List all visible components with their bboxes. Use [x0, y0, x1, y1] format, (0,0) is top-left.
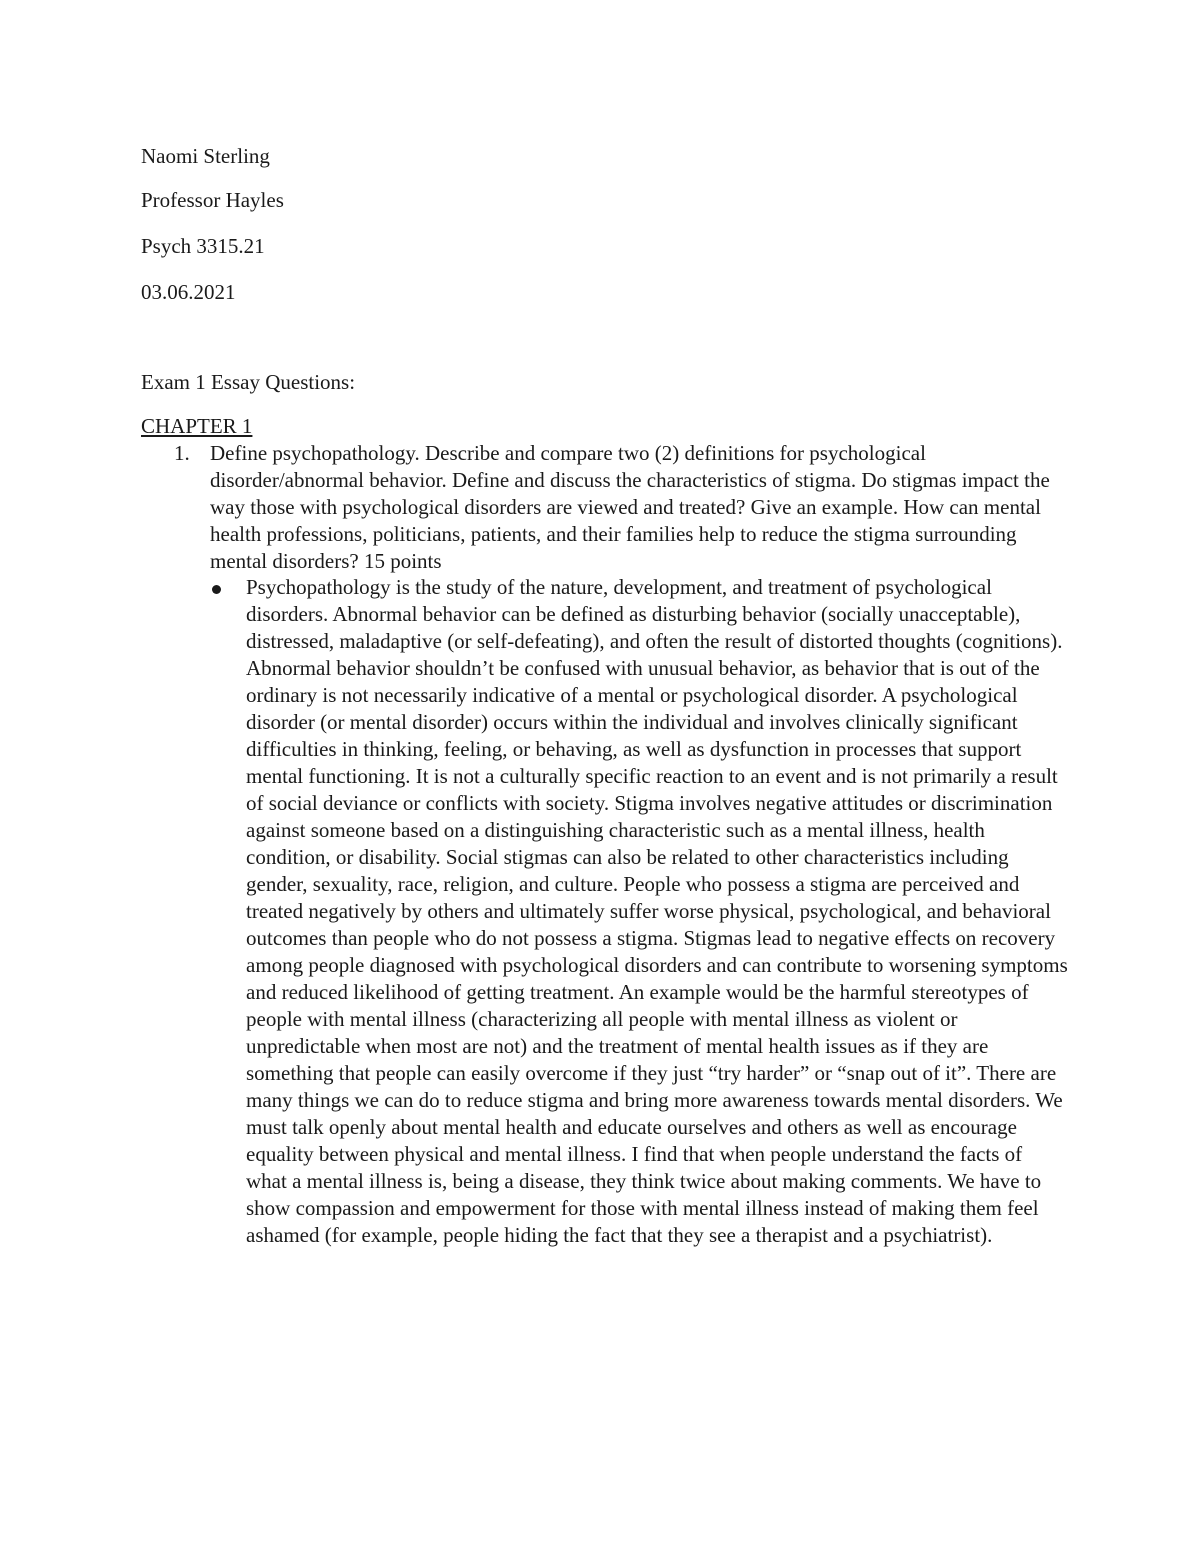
course-number: Psych 3315.21 — [141, 234, 265, 258]
document-title: Exam 1 Essay Questions: — [141, 370, 356, 394]
document-date: 03.06.2021 — [141, 280, 236, 304]
student-name: Naomi Sterling — [141, 144, 270, 168]
professor-name: Professor Hayles — [141, 188, 284, 212]
question-number: 1. — [174, 441, 190, 465]
chapter-heading: CHAPTER 1 — [141, 414, 253, 438]
answer-text: Psychopathology is the study of the nature, development, and treatment of psychological disorders. Abnormal behavior can be defined as disturbing behavior (socially unacceptable), distressed, maladaptive (or self-defeating), and often the result of distorted thoughts (cognitions). Abnormal behavior shouldn’t be confused with unusual behavior, as behavior that is out of the ordinary is not necessarily indicative of a mental or psychological disorder. A psychological disorder (or mental disorder) occurs within the individual and involves clinically significant difficulties in thinking, feeling, or behaving, as well as dysfunction in processes that support mental functioning. It is not a culturally specific reaction to an event and is not primarily a result of social deviance or conflicts with society. Stigma involves negative attitudes or discrimination against someone based on a distinguishing characteristic such as a mental illness, health condition, or disability. Social stigmas can also be related to other characteristics including gender, sexuality, race, religion, and culture. People who possess a stigma are perceived and treated negatively by others and ultimately suffer worse physical, psychological, and behavioral outcomes than people who do not possess a stigma. Stigmas lead to negative effects on recovery among people diagnosed with psychological disorders and can contribute to worsening symptoms and reduced likelihood of getting treatment. An example would be the harmful stereotypes of people with mental illness (characterizing all people with mental illness as violent or unpredictable when most are not) and the treatment of mental health issues as if they are something that people can easily overcome if they just “try harder” or “snap out of it”. There are many things we can do to reduce stigma and bring more awareness towards mental disorders. We must talk openly about mental health and educate ourselves and others as well as encourage equality between physical and mental illness. I find that when people understand the facts of what a mental illness is, being a disease, they think twice about making comments. We have to show compassion and empowerment for those with mental illness instead of making them feel ashamed (for example, people hiding the fact that they see a therapist and a psychiatrist). — [246, 575, 1068, 1247]
question-text: Define psychopathology. Describe and compare two (2) definitions for psychological disorder/abnormal behavior. Define and discuss the characteristics of stigma. Do stigmas impact the way those with psychological disorders are viewed and treated? Give an example. How can mental health professions, politicians, patients, and their families help to reduce the stigma surrounding mental disorders? 15 points — [210, 441, 1050, 573]
bullet-icon — [212, 585, 221, 594]
